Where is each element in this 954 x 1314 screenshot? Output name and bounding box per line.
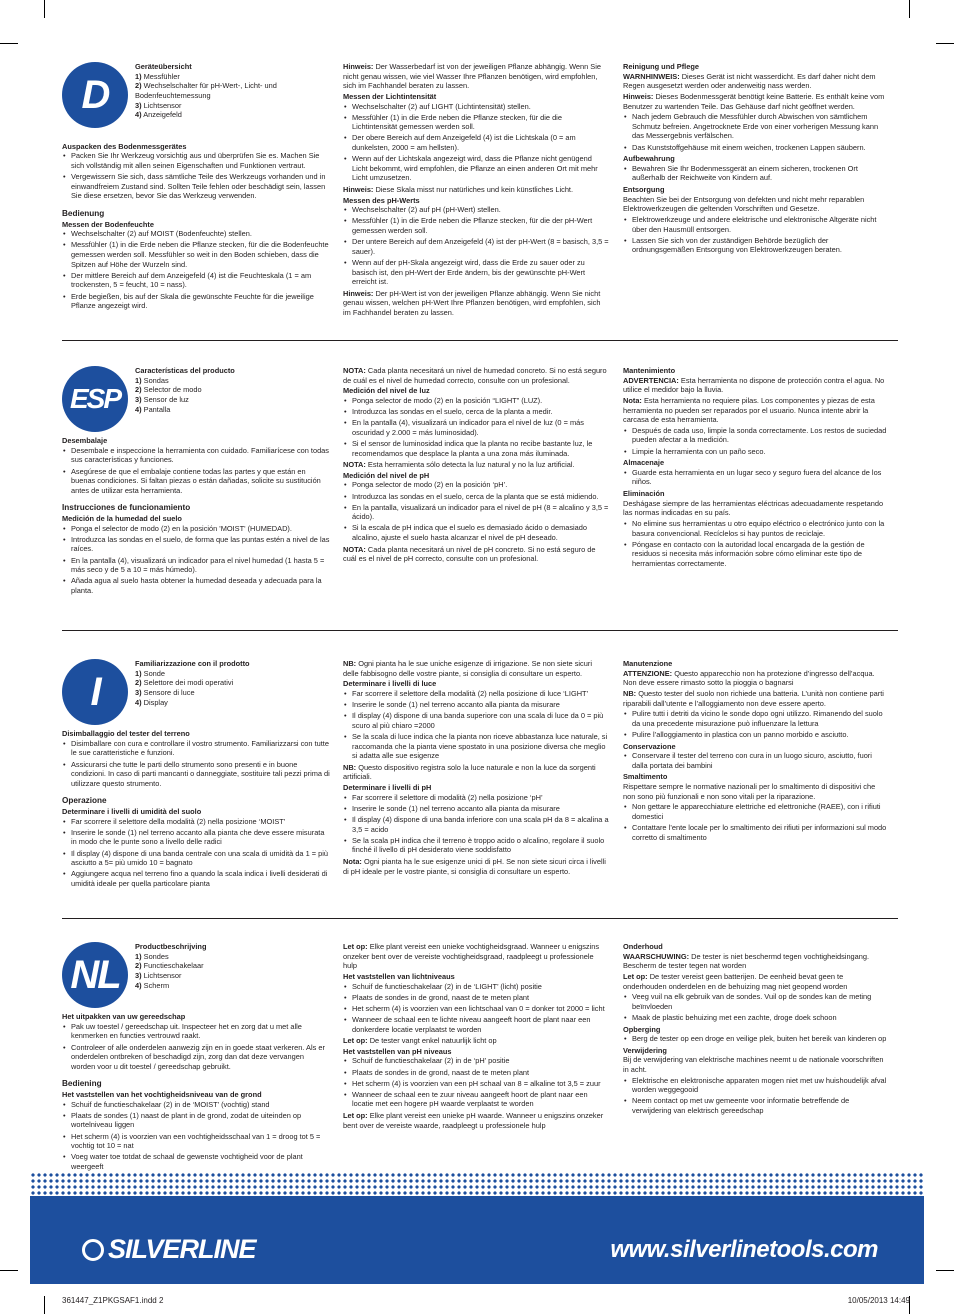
section-divider bbox=[62, 630, 898, 631]
overview-item-label: Sensor de luz bbox=[143, 394, 189, 404]
bullet-item: • Pulire tutti i detriti da vicino le sonde dopo ogni utilizzo. Rimanendo del suolo da una precedente misurazione può influenzare la lettura bbox=[623, 709, 887, 728]
bullet-item: • Neem contact op met uw gemeente voor informatie betreffende de verwijdering van elektrisch gereedschap bbox=[623, 1096, 887, 1115]
bullet-item: • Elektrische en elektronische apparaten mogen niet met uw huishoudelijk afval worden weggegooid bbox=[623, 1076, 887, 1095]
operation-subtitle: Determinare i livelli di umidità del suolo bbox=[62, 807, 202, 817]
paragraph-label: Let op: bbox=[343, 1111, 368, 1120]
bullet-item: • Schuif de functieschakelaar (2) in de ‘MOIST’ (vochtig) stand bbox=[62, 1100, 330, 1110]
bullet-item: • Il display (4) dispone di una banda superiore con una scala di luce da 0 = più scuro al più chiaro =2000 bbox=[343, 711, 609, 730]
spacer bbox=[62, 707, 330, 729]
paragraph-label: Nota: bbox=[343, 856, 362, 866]
subheading: Verwijdering bbox=[623, 1045, 667, 1055]
bullet-item: • Controleer of alle onderdelen aanwezig zijn en in goede staat verkeren. Als er onderdelen ontbreken of beschadigd zijn, zorg dan dat deze vervangen worden voor u dit toestel / gereedschap gebruikt. bbox=[62, 1043, 330, 1072]
paragraph bbox=[623, 396, 887, 425]
overview-item bbox=[135, 678, 330, 688]
subheading: Determinare i livelli di pH bbox=[343, 783, 432, 792]
bullet-item: • Añada agua al suelo hasta obtener la humedad deseada y adecuada para la planta. bbox=[62, 576, 330, 595]
unpack-title: Het uitpakken van uw gereedschap bbox=[62, 1012, 186, 1022]
column-1 bbox=[62, 366, 330, 598]
paragraph-label: WAARSCHUWING: bbox=[623, 951, 690, 961]
silverline-logo bbox=[82, 1232, 256, 1267]
column-3 bbox=[623, 659, 887, 844]
paragraph bbox=[623, 72, 887, 91]
paragraph-text: Der pH-Wert ist von der jeweiligen Pflanze abhängig. Wenn Sie nicht genau wissen, welchen pH-Wert Ihre Pflanzen benötigen, wird empfohlen, sich im Fachhandel beraten zu lassen. bbox=[343, 288, 601, 317]
logo-icon bbox=[82, 1239, 104, 1261]
bullet-item: • Erde begießen, bis auf der Skala die gewünschte Feuchte für die jeweilige Pflanze angezeigt wird. bbox=[62, 292, 330, 311]
bullet-item: • Se la scala di luce indica che la pianta non riceve abbastanza luce naturale, si raccomanda che la pianta viene spostato in una posizione diversa che meglio si adatta alle sue esigenze bbox=[343, 732, 609, 761]
unpack-title: Desembalaje bbox=[62, 436, 108, 446]
subheading: Conservazione bbox=[623, 741, 676, 751]
paragraph-text: De tester is niet beschermd tegen vochtigheidsingang. Bescherm de tester tegen nat worden bbox=[623, 951, 870, 971]
bullet-item: • Berg de tester op een droge en veilige plek, buiten het bereik van kinderen op bbox=[623, 1034, 887, 1044]
bullet-item: • Se la scala pH indica che il terreno è troppo acido o alcalino, regolare il suolo finché il livello di pH desiderato viene soddisfatto bbox=[343, 836, 609, 855]
paragraph bbox=[623, 195, 887, 214]
overview-title: Geräteübersicht bbox=[135, 62, 192, 71]
subheading: Het vaststellen van lichtniveaus bbox=[343, 971, 455, 981]
paragraph bbox=[343, 289, 609, 318]
operation-title: Bedienung bbox=[62, 209, 105, 218]
subheading: Reinigung und Pflege bbox=[623, 62, 699, 71]
bullet-item: • Far scorrere il selettore della modalità (2) nella posizione di luce ‘LIGHT’ bbox=[343, 689, 609, 699]
language-badge: ESP bbox=[62, 366, 128, 432]
paragraph-text: Questo dispositivo registra solo la luce naturale e non la luce da sorgenti artificiali. bbox=[343, 762, 596, 782]
bullet-list bbox=[62, 524, 330, 596]
overview-item bbox=[135, 72, 330, 82]
overview-title: Características del producto bbox=[135, 366, 235, 375]
print-date: 10/05/2013 14:49 bbox=[847, 1296, 910, 1305]
paragraph-text: De tester vereist geen batterijen. De eenheid bevat geen te onderhouden onderdelen en de behuizing mag niet geopend worden bbox=[623, 971, 848, 991]
overview-item-label: Display bbox=[143, 697, 168, 707]
overview-item bbox=[135, 81, 330, 100]
paragraph-label: WARNHINWEIS: bbox=[623, 71, 680, 81]
paragraph bbox=[343, 366, 609, 385]
product-overview bbox=[135, 942, 330, 990]
bullet-item: • Ponga el selector de modo (2) en la posición 'MOIST' (HUMEDAD). bbox=[62, 524, 330, 534]
bullet-item: • Wanneer de schaal een te lichte niveau aangeeft hoort de plant naar een donkerdere locatie verplaatst te worden bbox=[343, 1015, 609, 1034]
bullet-list bbox=[343, 793, 609, 855]
bullet-item: • Nach jedem Gebrauch die Messfühler durch Abwischen von sämtlichem Schmutz befreien. Angetrocknete Erde von einer vorherigen Messung kann das Messergebnis verfälschen. bbox=[623, 112, 887, 141]
operation-subtitle: Medición de la humedad del suelo bbox=[62, 514, 182, 524]
bullet-item: • Después de cada uso, limpie la sonda correctamente. Los restos de suciedad pueden afectar a la medición. bbox=[623, 426, 887, 445]
overview-item-label: Anzeigefeld bbox=[143, 110, 182, 120]
column-2 bbox=[343, 942, 609, 1131]
paragraph-label: ADVERTENCIA: bbox=[623, 375, 679, 385]
paragraph-text: Beachten Sie bei der Entsorgung von defekten und nicht mehr reparablen Elektrowerkzeugen die geltenden Vorschriften und Gesetze. bbox=[623, 194, 865, 214]
overview-item-label: Lichtsensor bbox=[143, 970, 182, 980]
bullet-item: • Wechselschalter (2) auf LIGHT (Lichtintensität) stellen. bbox=[343, 102, 609, 112]
bullet-list bbox=[62, 739, 330, 789]
overview-title: Familiarizzazione con il prodotto bbox=[135, 659, 250, 668]
bullet-item: • Messfühler (1) in die Erde neben die Pflanze stecken, für die die Lichtintensität gemessen werden soll. bbox=[343, 113, 609, 132]
column-3 bbox=[623, 942, 887, 1118]
crop-mark bbox=[0, 43, 18, 44]
overview-item-label: Selector de modo bbox=[143, 385, 202, 395]
bullet-list bbox=[343, 480, 609, 542]
bullet-item: • Messfühler (1) in die Erde neben die Pflanze stecken, für die die Bodenfeuchte gemessen werden soll. Messfühler so weit in den Boden schieben, dass die Spitzen auf Höhe der Wurzeln sind. bbox=[62, 240, 330, 269]
overview-item-number: 2) bbox=[135, 961, 142, 971]
paragraph-text: Elke plant vereist een unieke vochtigheidsgraad. Wanneer u enigszins onzeker bent over de vereiste vochtigheidsgraad, raadpleegt u professionele hulp bbox=[343, 942, 600, 971]
overview-item-label: Messfühler bbox=[143, 71, 180, 81]
paragraph-text: Dieses Bodenmessgerät benötigt keine Batterie. Es enthält keine vom Benutzer zu wartenden Teile. Das Gehäuse darf nicht geöffnet werden. bbox=[623, 91, 885, 111]
paragraph-text: Rispettare sempre le normative nazionali per lo smaltimento di dispositivi che non sono più funzionali e non sono vitali per la riparazione. bbox=[623, 782, 876, 801]
subheading: Aufbewahrung bbox=[623, 154, 675, 164]
website-url[interactable]: www.silverlinetools.com bbox=[610, 1236, 878, 1263]
paragraph bbox=[623, 689, 887, 708]
bullet-item: • Lassen Sie sich von der zuständigen Behörde bezüglich der ordnungsgemäßen Entsorgung von Elektrowerkzeugen beraten. bbox=[623, 236, 887, 255]
paragraph bbox=[623, 1055, 887, 1074]
overview-item bbox=[135, 698, 330, 708]
section-divider bbox=[62, 918, 898, 919]
column-2 bbox=[343, 62, 609, 319]
bullet-item: • Introduzca las sondas en el suelo, de forma que las puntas estén a nivel de las raíces. bbox=[62, 535, 330, 554]
column-3 bbox=[623, 366, 887, 571]
bullet-item: • En la pantalla (4), visualizará un indicador para el nivel humedad (1 hasta 5 = más seco y de 5 a 10 = más húmedo). bbox=[62, 556, 330, 575]
bullet-item: • Wenn auf der Lichtskala angezeigt wird, dass die Pflanze nicht genügend Licht bekommt, wird empfohlen, die Pflanze an einen anderen Ort mit mehr Licht umzusetzen. bbox=[343, 154, 609, 183]
crop-mark bbox=[909, 0, 910, 18]
bullet-list bbox=[343, 689, 609, 761]
bullet-item: • Bewahren Sie Ihr Bodenmessgerät an einem sicheren, trockenen Ort außerhalb der Reichweite von Kindern auf. bbox=[623, 164, 887, 183]
overview-title: Productbeschrijving bbox=[135, 942, 207, 951]
column-1 bbox=[62, 659, 330, 891]
bullet-item: • Schuif de functieschakelaar (2) in de ‘LIGHT’ (licht) positie bbox=[343, 982, 609, 992]
column-3 bbox=[623, 62, 887, 257]
footer-banner bbox=[30, 1196, 924, 1284]
bullet-list bbox=[623, 709, 887, 739]
section-divider bbox=[62, 340, 898, 341]
subheading: Opberging bbox=[623, 1024, 661, 1034]
bullet-item: • Desembale e inspeccione la herramienta con cuidado. Familiarícese con todas sus características y funciones. bbox=[62, 446, 330, 465]
bullet-item: • Ponga selector de modo (2) en la posición ‘pH’. bbox=[343, 480, 609, 490]
crop-mark bbox=[44, 0, 45, 18]
bullet-list bbox=[343, 205, 609, 287]
overview-item bbox=[135, 376, 330, 386]
bullet-item: • Asegúrese de que el embalaje contiene todas las partes y que están en buenas condiciones. Si faltan piezas o están dañadas, solicite su sustitución antes de utilizar esta herramienta. bbox=[62, 467, 330, 496]
subheading: Determinare i livelli di luce bbox=[343, 679, 437, 689]
paragraph-label: Let op: bbox=[343, 942, 368, 951]
bullet-list bbox=[623, 802, 887, 842]
paragraph-label: Nota: bbox=[623, 395, 642, 405]
paragraph-text: Esta herramienta sólo detecta la luz natural y no la luz artificial. bbox=[365, 460, 575, 470]
paragraph-label: ATTENZIONE: bbox=[623, 668, 673, 678]
overview-item bbox=[135, 101, 330, 111]
bullet-list bbox=[62, 817, 330, 889]
bullet-item: • Póngase en contacto con la autoridad local encargada de la gestión de residuos si necesita más información sobre cómo eliminar este tipo de herramientas correctamente. bbox=[623, 540, 887, 569]
overview-item-label: Sondes bbox=[143, 951, 169, 961]
overview-item-number: 4) bbox=[135, 110, 142, 120]
paragraph-text: Cada planta necesitará un nivel de pH concreto. Si no está seguro de cuál es el nivel de pH correcto, consulte con un profesional. bbox=[343, 544, 596, 564]
column-1 bbox=[62, 942, 330, 1174]
bullet-item: • Inserire le sonde (1) nel terreno accanto alla pianta da misurare bbox=[343, 804, 609, 814]
overview-item-label: Pantalla bbox=[143, 404, 171, 414]
paragraph bbox=[343, 942, 609, 971]
paragraph bbox=[343, 659, 609, 678]
paragraph-text: Diese Skala misst nur natürliches und kein künstliches Licht. bbox=[373, 185, 574, 194]
paragraph-text: Elke plant vereist een unieke pH waarde. Wanneer u enigszins onzeker bent over de vereiste waarde, raadpleegt u professionele hulp bbox=[343, 1111, 604, 1130]
bullet-item: • Si el sensor de luminosidad indica que la planta no recibe bastante luz, le recomendamos que desplace la planta a una zona más iluminada. bbox=[343, 439, 609, 458]
bullet-item: • Il display (4) dispone di una banda inferiore con una scala pH da 8 = alcalina a 3,5 = acido bbox=[343, 815, 609, 834]
overview-item-number: 1) bbox=[135, 668, 142, 678]
bullet-item: • Si la escala de pH indica que el suelo es demasiado ácido o demasiado alcalino, ajuste el suelo hasta alcanzar el nivel de pH deseado. bbox=[343, 523, 609, 542]
bullet-item: • En la pantalla (4), visualizará un indicador para el nivel de luz (0 = más oscuridad y 2.000 = más luminosidad). bbox=[343, 418, 609, 437]
bullet-list bbox=[62, 229, 330, 311]
bullet-item: • Maak de plastic behuizing met een zachte, droge doek schoon bbox=[623, 1013, 887, 1023]
bullet-item: • Il display (4) dispone di una banda centrale con una scala di umidità da 1 = più asciutto a 5= più umido 10 = bagnato bbox=[62, 849, 330, 868]
paragraph-label: Hinweis: bbox=[623, 91, 654, 101]
paragraph bbox=[623, 782, 887, 801]
language-badge: NL bbox=[62, 942, 128, 1008]
bullet-item: • Introduzca las sondas en el suelo, cerca de la planta que se está midiendo. bbox=[343, 492, 609, 502]
paragraph-label: Hinweis: bbox=[343, 185, 374, 194]
bullet-list bbox=[623, 519, 887, 569]
product-overview bbox=[135, 366, 330, 414]
paragraph bbox=[623, 972, 887, 991]
bullet-item: • Far scorrere il selettore di modalità (2) nella posizione ‘pH’ bbox=[343, 793, 609, 803]
operation-subtitle: Het vaststellen van het vochtigheidsniveau van de grond bbox=[62, 1090, 262, 1100]
paragraph-text: Ogni pianta ha le sue esigenze unici di pH. Se non siete sicuri circa i livelli di pH ideale per le vostre piante, si consiglia di consultare un esperto. bbox=[343, 856, 606, 876]
bullet-list bbox=[623, 1076, 887, 1116]
overview-item-label: Scherm bbox=[143, 980, 170, 990]
paragraph-text: Der Wasserbedarf ist von der jeweiligen Pflanze abhängig. Wenn Sie nicht genau wissen, wie viel Wasser Ihre Pflanzen benötigen, wird empfohlen, sich im Fachhandel beraten zu lassen. bbox=[343, 62, 601, 91]
overview-item bbox=[135, 981, 330, 991]
bullet-item: • Inserire le sonde (1) nel terreno accanto alla pianta da misurare bbox=[343, 700, 609, 710]
paragraph-text: Bij de verwijdering van elektrische machines neemt u de nationale voorschriften in acht. bbox=[623, 1055, 884, 1074]
overview-item bbox=[135, 971, 330, 981]
subheading: Medición del nivel de pH bbox=[343, 470, 430, 480]
crop-mark bbox=[44, 1296, 45, 1314]
bullet-item: • Pak uw toestel / gereedschap uit. Inspecteer het en zorg dat u met alle kenmerken en functies vertrouwd raakt. bbox=[62, 1022, 330, 1041]
crop-mark bbox=[936, 43, 954, 44]
paragraph bbox=[343, 1111, 609, 1130]
bullet-item: • Der untere Bereich auf dem Anzeigefeld (4) ist der pH-Wert (8 = basisch, 3,5 = sauer). bbox=[343, 237, 609, 256]
bullet-item: • Wanneer de schaal een te zuur niveau aangeeft hoort de plant naar een locatie met een hogere pH waarde verplaatst te worden bbox=[343, 1090, 609, 1109]
bullet-item: • Plaats de sondes (1) naast de plant in de grond, zodat de uiteinden op wortelniveau liggen bbox=[62, 1111, 330, 1130]
paragraph bbox=[343, 545, 609, 564]
subheading: Het vaststellen van pH niveaus bbox=[343, 1046, 452, 1056]
language-badge: I bbox=[62, 659, 128, 725]
bullet-item: • Aggiungere acqua nel terreno fino a quando la scala indica i livelli desiderati di umidità ideale per quella particolare pianta bbox=[62, 869, 330, 888]
bullet-item: • Wechselschalter (2) auf pH (pH-Wert) stellen. bbox=[343, 205, 609, 215]
overview-item-number: 2) bbox=[135, 81, 142, 91]
overview-item-number: 4) bbox=[135, 404, 142, 414]
overview-item-number: 3) bbox=[135, 394, 142, 404]
overview-item-label: Sondas bbox=[143, 375, 169, 385]
paragraph bbox=[623, 952, 887, 971]
spacer bbox=[62, 414, 330, 436]
paragraph bbox=[343, 460, 609, 470]
logo-text: SILVERLINE bbox=[108, 1234, 256, 1264]
bullet-item: • Ponga selector de modo (2) en la posición “LIGHT” (LUZ). bbox=[343, 396, 609, 406]
overview-item-label: Lichtsensor bbox=[143, 100, 182, 110]
overview-item-number: 1) bbox=[135, 375, 142, 385]
spacer bbox=[62, 120, 330, 142]
paragraph bbox=[343, 1036, 609, 1046]
column-1 bbox=[62, 62, 330, 313]
bullet-item: • Assicurarsi che tutte le parti dello strumento sono presenti e in buone condizioni. In caso di parti mancanti o danneggiate, sostituire tali pezzi prima di utilizzare questo strumento. bbox=[62, 760, 330, 789]
operation-title: Bediening bbox=[62, 1079, 102, 1089]
bullet-item: • Wechselschalter (2) auf MOIST (Bodenfeuchte) stellen. bbox=[62, 229, 330, 239]
bullet-item: • En la pantalla, visualizará un indicador para el nivel de pH (8 = alcalino y 3,5 = ácido). bbox=[343, 503, 609, 522]
bullet-item: • Der mittlere Bereich auf dem Anzeigefeld (4) ist die Feuchteskala (1 = am trockensten, 5 = feucht, 10 = nass). bbox=[62, 271, 330, 290]
overview-item-number: 2) bbox=[135, 385, 142, 395]
paragraph-text: Dieses Gerät ist nicht wasserdicht. Es darf daher nicht dem Regen ausgesetzt werden oder anderweitig nass werden. bbox=[623, 71, 876, 91]
paragraph bbox=[343, 857, 609, 876]
column-2 bbox=[343, 366, 609, 565]
overview-item-number: 3) bbox=[135, 687, 142, 697]
bullet-item: • Guarde esta herramienta en un lugar seco y seguro fuera del alcance de los niños. bbox=[623, 468, 887, 487]
operation-title: Operazione bbox=[62, 796, 107, 806]
paragraph-label: NB: bbox=[343, 659, 357, 668]
paragraph-label: NB: bbox=[623, 688, 637, 698]
bullet-item: • Het scherm (4) is voorzien van een vochtigheidsschaal van 1 = droog tot 5 = vochtig tot 10 = nat bbox=[62, 1132, 330, 1151]
subheading: Manutenzione bbox=[623, 659, 673, 668]
crop-mark bbox=[0, 1270, 18, 1271]
bullet-item: • Disimballare con cura e controllare il vostro strumento. Familiarizzarsi con tutte le sue caratteristiche e funzioni. bbox=[62, 739, 330, 758]
product-overview bbox=[135, 62, 330, 120]
overview-item-label: Sonde bbox=[143, 668, 166, 678]
indd-filename: 361447_Z1PKGSAF1.indd 2 bbox=[62, 1296, 164, 1305]
bullet-list bbox=[62, 1100, 330, 1172]
bullet-list bbox=[623, 1034, 887, 1044]
product-overview bbox=[135, 659, 330, 707]
bullet-list bbox=[623, 426, 887, 456]
paragraph-label: NOTA: bbox=[343, 366, 366, 375]
bullet-item: • Der obere Bereich auf dem Anzeigefeld (4) ist die Lichtskala (0 = am dunkelsten, 2000 = am hellsten). bbox=[343, 133, 609, 152]
bullet-list bbox=[343, 102, 609, 184]
overview-item bbox=[135, 669, 330, 679]
bullet-item: • Messfühler (1) in die Erde neben die Pflanze stecken, für die der pH-Wert gemessen werden soll. bbox=[343, 216, 609, 235]
overview-item-number: 3) bbox=[135, 100, 142, 110]
spacer bbox=[62, 990, 330, 1012]
bullet-item: • Plaats de sondes in de grond, naast de te meten plant bbox=[343, 993, 609, 1003]
bullet-item: • Das Kunststoffgehäuse mit einem weichen, trockenen Lappen säubern. bbox=[623, 143, 887, 153]
paragraph-text: Deshágase siempre de las herramientas eléctricas adecuadamente respetando las normas indicadas en su país. bbox=[623, 498, 884, 518]
subheading: Medición del nivel de luz bbox=[343, 386, 430, 396]
paragraph bbox=[343, 763, 609, 782]
bullet-list bbox=[343, 982, 609, 1035]
bullet-item: • Voeg water toe totdat de schaal de gewenste vochtigheid voor de plant weergeeft bbox=[62, 1152, 330, 1171]
bullet-item: • Limpie la herramienta con un paño seco. bbox=[623, 447, 887, 457]
bullet-item: • Conservare il tester del terreno con cura in un luogo sicuro, asciutto, fuori dalla portata dei bambini bbox=[623, 751, 887, 770]
paragraph bbox=[623, 669, 887, 688]
paragraph-label: Hinweis: bbox=[343, 288, 374, 298]
paragraph-label: NOTA: bbox=[343, 460, 366, 470]
overview-item-label: Wechselschalter für pH-Wert-, Licht- und Bodenfeuchtemessung bbox=[135, 81, 277, 100]
column-2 bbox=[343, 659, 609, 877]
paragraph bbox=[623, 376, 887, 395]
bullet-list bbox=[623, 215, 887, 255]
paragraph-text: Esta herramienta no dispone de protección contra el agua. No utilice el medidor bajo la lluvia. bbox=[623, 375, 885, 395]
overview-item-number: 2) bbox=[135, 678, 142, 688]
subheading: Mantenimiento bbox=[623, 366, 676, 375]
paragraph-label: Let op: bbox=[343, 1036, 368, 1046]
subheading: Entsorgung bbox=[623, 185, 665, 194]
bullet-item: • Non gettare le apparecchiature elettriche ed elettroniche (RAEE), con i rifiuti domestici bbox=[623, 802, 887, 821]
paragraph-label: Let op: bbox=[623, 971, 648, 981]
bullet-item: • Veeg vuil na elk gebruik van de sondes. Vuil op de sondes kan de meting beïnvloeden bbox=[623, 992, 887, 1011]
bullet-item: • Het scherm (4) is voorzien van een lichtschaal van 0 = donker tot 2000 = licht bbox=[343, 1004, 609, 1014]
paragraph bbox=[623, 92, 887, 111]
bullet-list bbox=[623, 751, 887, 770]
bullet-list bbox=[62, 151, 330, 201]
overview-item-number: 4) bbox=[135, 980, 142, 990]
bullet-item: • No elimine sus herramientas u otro equipo eléctrico o electrónico junto con la basura convencional. Recíclelos si hay puntos de reciclaje. bbox=[623, 519, 887, 538]
overview-item bbox=[135, 952, 330, 962]
paragraph-text: De tester vangt enkel natuurlijk licht op bbox=[367, 1036, 497, 1046]
paragraph bbox=[623, 499, 887, 518]
bullet-item: • Inserire le sonde (1) nel terreno accanto alla pianta che deve essere misurata in modo che le punte sono a livello delle radici bbox=[62, 828, 330, 847]
bullet-list bbox=[623, 468, 887, 487]
language-badge: D bbox=[62, 62, 128, 128]
overview-item bbox=[135, 385, 330, 395]
overview-item bbox=[135, 688, 330, 698]
overview-item bbox=[135, 395, 330, 405]
overview-item-label: Selettore dei modi operativi bbox=[143, 678, 234, 688]
subheading: Messen der Lichtintensität bbox=[343, 91, 437, 101]
bullet-list bbox=[62, 446, 330, 496]
bullet-item: • Elektrowerkzeuge und andere elektrische und elektronische Altgeräte nicht über den Hausmüll entsorgen. bbox=[623, 215, 887, 234]
bullet-item: • Vergewissern Sie sich, dass sämtliche Teile des Werkzeugs vorhanden und in einwandfreiem Zustand sind. Sollten Teile fehlen oder beschädigt sein, lassen Sie diese ersetzen, bevor Sie das Werkzeug verwenden. bbox=[62, 172, 330, 201]
subheading: Onderhoud bbox=[623, 942, 663, 951]
subheading: Messen des pH-Werts bbox=[343, 195, 420, 205]
bullet-item: • Het scherm (4) is voorzien van een pH schaal van 8 = alkaline tot 3,5 = zuur bbox=[343, 1079, 609, 1089]
paragraph-text: Cada planta necesitará un nivel de humedad concreto. Si no está seguro de cuál es el nivel de humedad correcto, consulte con un profesional. bbox=[343, 366, 607, 385]
bullet-item: • Plaats de sondes in de grond, naast de te meten plant bbox=[343, 1068, 609, 1078]
paragraph-text: Ogni pianta ha le sue uniche esigenze di irrigazione. Se non siete sicuri delle fabbisogno delle vostre piante, si consiglia di consultare un esperto. bbox=[343, 659, 592, 678]
paragraph bbox=[343, 185, 609, 195]
paragraph-text: Questo tester del suolo non richiede una batteria. L’unità non contiene parti riparabili dall’utente e l’alloggiamento non deve essere aperto. bbox=[623, 688, 884, 708]
operation-title: Instrucciones de funcionamiento bbox=[62, 503, 191, 513]
subheading: Eliminación bbox=[623, 489, 665, 498]
overview-item-label: Sensore di luce bbox=[143, 687, 195, 697]
bullet-list bbox=[62, 1022, 330, 1072]
paragraph-text: Esta herramienta no requiere pilas. Los componentes y piezas de esta herramienta no pueden ser reparados por el usuario. Nunca intente abrir la carcasa de esta herramienta. bbox=[623, 395, 875, 425]
unpack-title: Disimballaggio del tester del terreno bbox=[62, 729, 190, 739]
bullet-item: • Schuif de functieschakelaar (2) in de ‘pH’ positie bbox=[343, 1056, 609, 1066]
bullet-item: • Far scorrere il selettore della modalità (2) nella posizione ‘MOIST’ bbox=[62, 817, 330, 827]
overview-item bbox=[135, 405, 330, 415]
bullet-list bbox=[623, 164, 887, 183]
operation-subtitle: Messen der Bodenfeuchte bbox=[62, 219, 154, 229]
overview-item bbox=[135, 110, 330, 120]
bullet-item: • Contattare l’ente locale per lo smaltimento dei rifiuti per informazioni sul modo corretto di smaltimento bbox=[623, 823, 887, 842]
subheading: Smaltimento bbox=[623, 772, 668, 782]
overview-item bbox=[135, 961, 330, 971]
overview-item-number: 3) bbox=[135, 970, 142, 980]
bullet-item: • Introduzca las sondas en el suelo, cerca de la planta a medir. bbox=[343, 407, 609, 417]
paragraph bbox=[343, 62, 609, 91]
bullet-item: • Wenn auf der pH-Skala angezeigt wird, dass die Erde zu sauer oder zu basisch ist, den pH-Wert der Erde ändern, bis der gewünschte pH-Wert erreicht ist. bbox=[343, 258, 609, 287]
bullet-list bbox=[343, 396, 609, 458]
unpack-title: Auspacken des Bodenmessgerätes bbox=[62, 141, 187, 151]
paragraph-label: NB: bbox=[343, 762, 357, 772]
subheading: Almacenaje bbox=[623, 458, 665, 468]
bullet-list bbox=[343, 1056, 609, 1109]
paragraph-text: Questo apparecchio non ha protezione d’ingresso dell’acqua. Non deve essere rimasto sotto la pioggia o bagnarsi bbox=[623, 668, 875, 688]
bullet-list bbox=[623, 992, 887, 1022]
overview-item-number: 4) bbox=[135, 697, 142, 707]
bullet-item: • Pulire l’alloggiamento in plastica con un panno morbido e asciutto. bbox=[623, 730, 887, 740]
bullet-item: • Packen Sie Ihr Werkzeug vorsichtig aus und überprüfen Sie es. Machen Sie sich vollständig mit allen seinen Eigenschaften und Funktionen vertraut. bbox=[62, 151, 330, 170]
overview-item-number: 1) bbox=[135, 951, 142, 961]
paragraph-label: NOTA: bbox=[343, 544, 366, 554]
bullet-list bbox=[623, 112, 887, 152]
overview-item-label: Functieschakelaar bbox=[143, 961, 204, 971]
crop-mark bbox=[936, 1270, 954, 1271]
overview-item-number: 1) bbox=[135, 71, 142, 81]
paragraph-label: Hinweis: bbox=[343, 62, 374, 71]
